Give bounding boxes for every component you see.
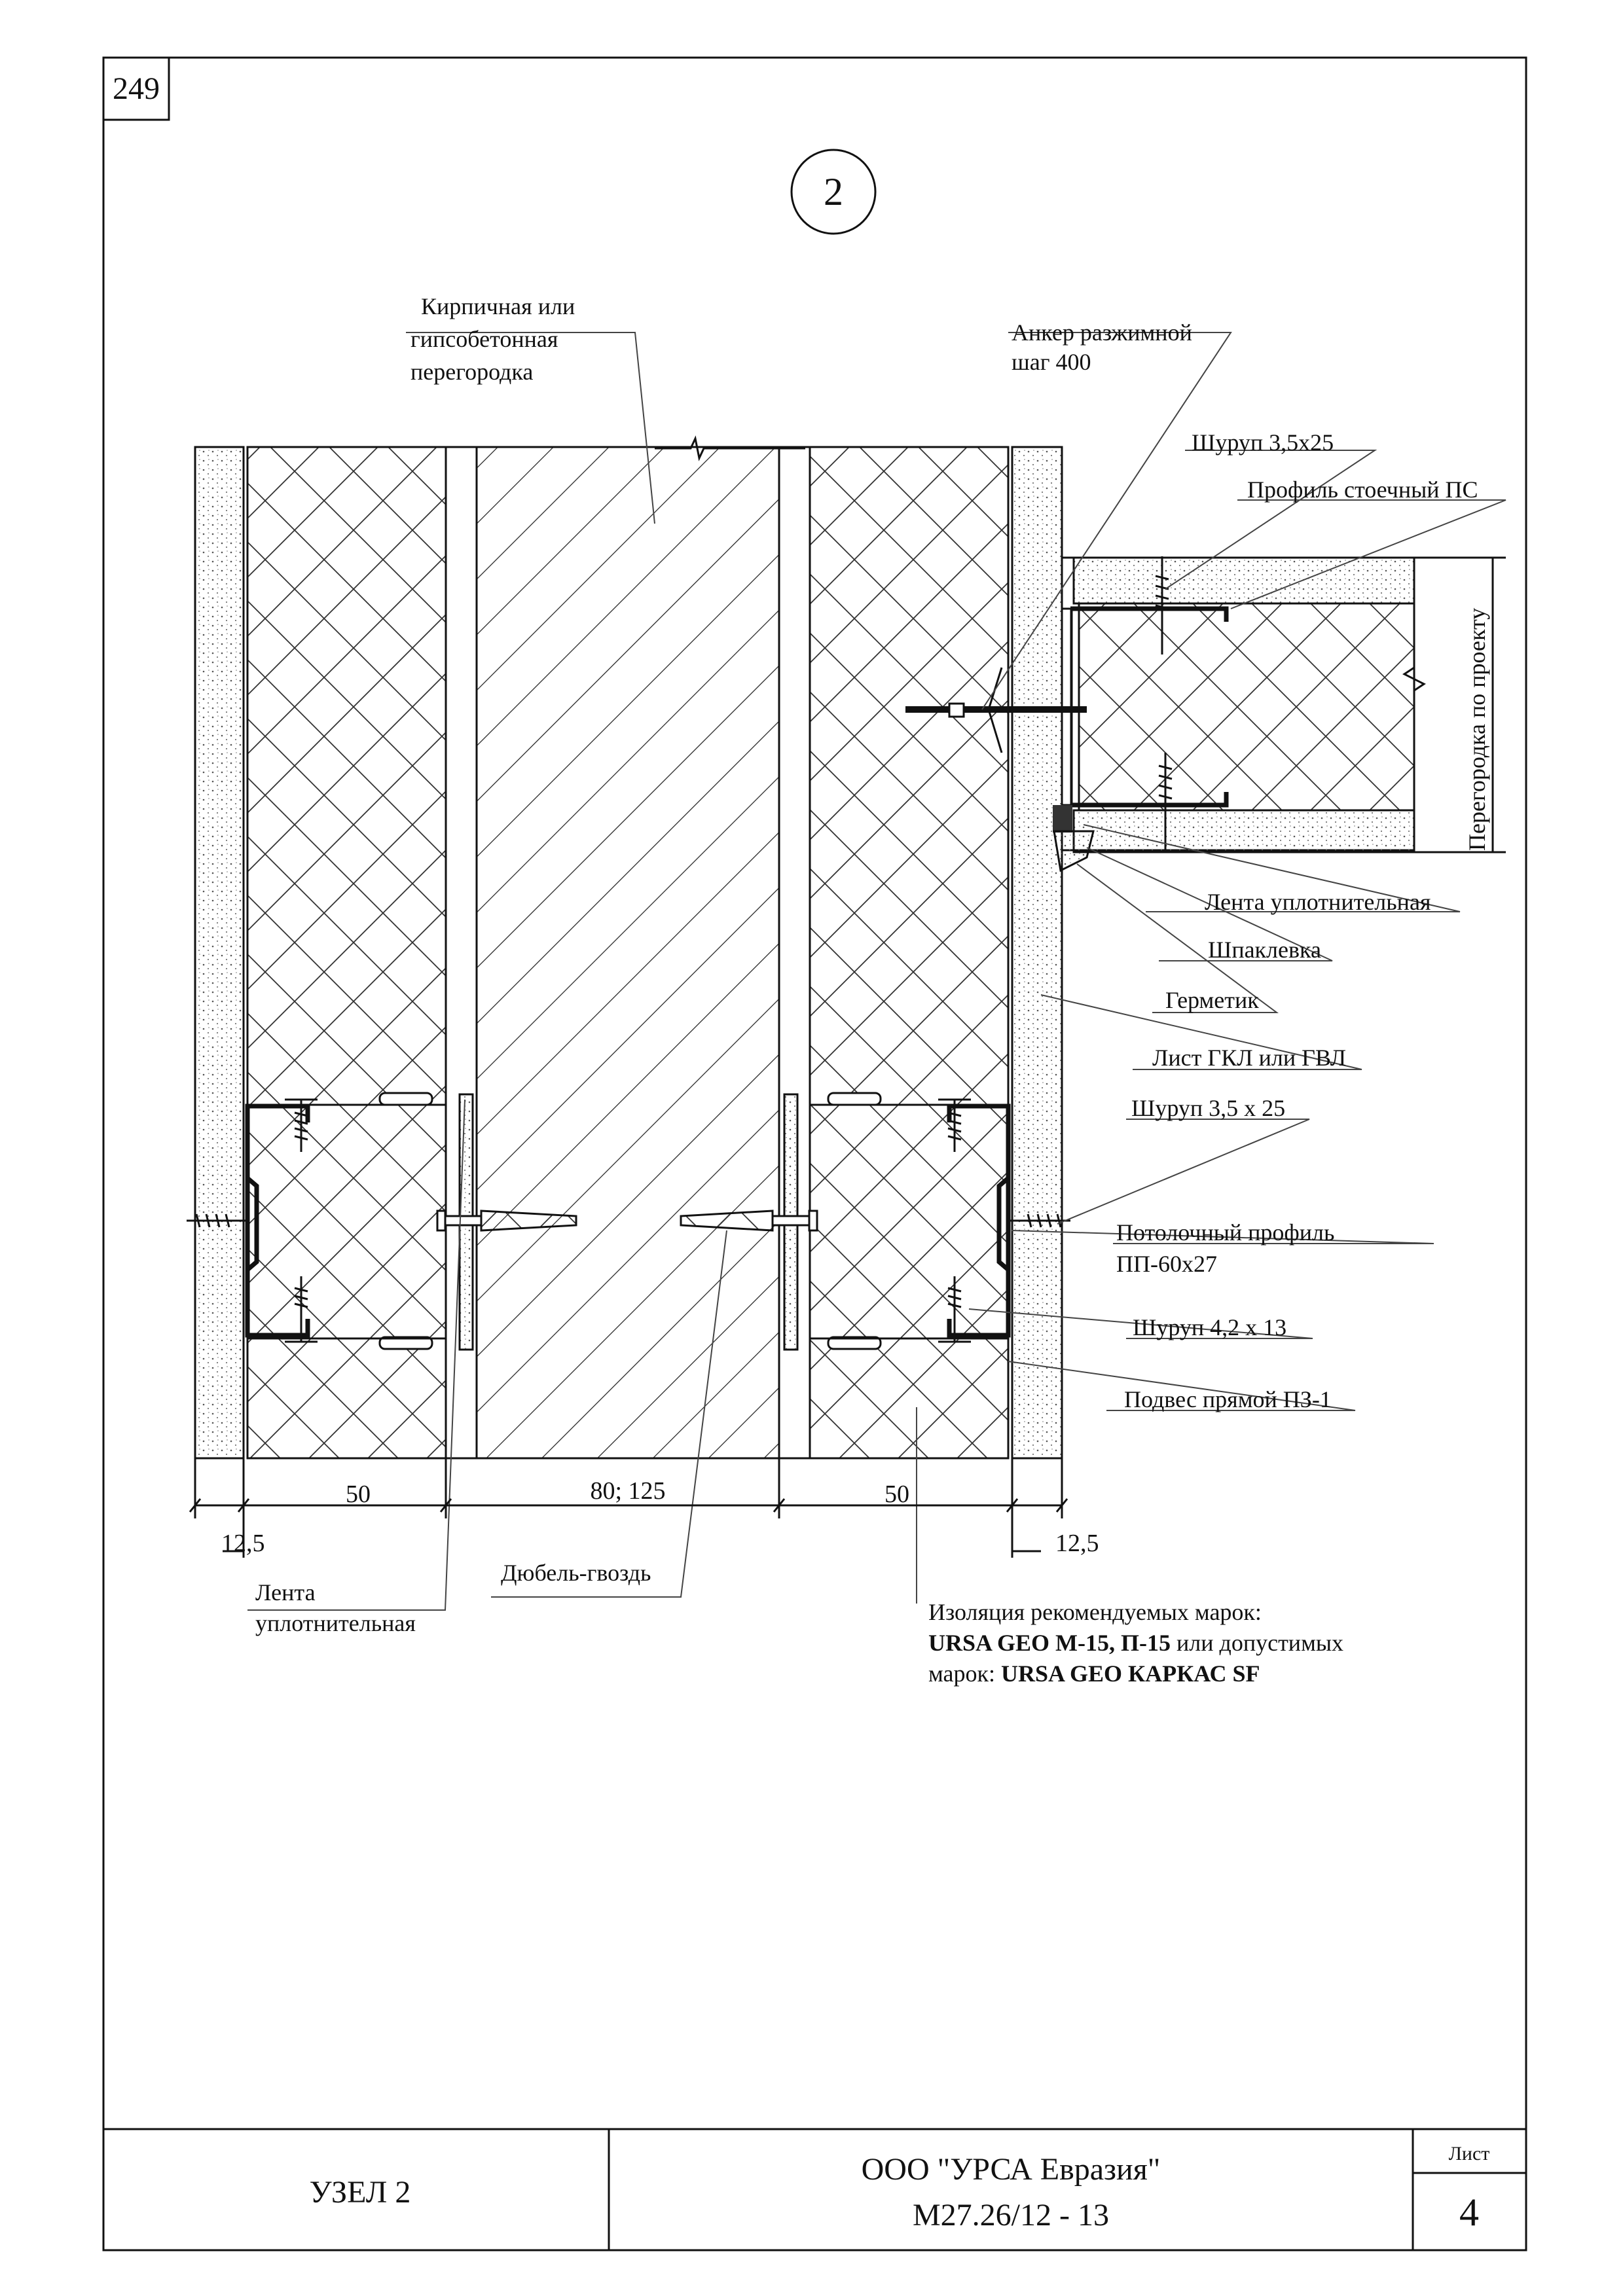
label-sealing-tape-left: Лента уплотнительная [255, 1579, 416, 1636]
title-company: ООО "УРСА Евразия" [861, 2152, 1161, 2187]
label-screw-top: Шуруп 3,5х25 [1192, 429, 1334, 456]
title-sheet-number: 4 [1459, 2191, 1479, 2234]
label-stud-profile: Профиль стоечный ПС [1247, 476, 1478, 503]
label-ceiling-profile: Потолочный профиль ПП-60х27 [1116, 1219, 1335, 1277]
label-hanger: Подвес прямой ПЗ-1 [1124, 1386, 1332, 1412]
dim-insulation-right: 50 [884, 1480, 909, 1508]
label-dowel: Дюбель-гвоздь [501, 1560, 651, 1586]
label-sealant: Герметик [1165, 987, 1259, 1013]
label-brick-partition: Кирпичная или гипсобетонная перегородка [410, 293, 575, 385]
dim-board-left: 12,5 [221, 1530, 265, 1557]
partition-dimension [1414, 558, 1506, 852]
label-screw-35: Шуруп 3,5 х 25 [1131, 1095, 1286, 1121]
page-number: 249 [113, 71, 160, 106]
partition-by-project-label: Перегородка по проекту [1464, 607, 1490, 851]
label-insulation: Изоляция рекомендуемых марок: URSA GEO М-15, П-15 или допустимых марок: URSA GEO КАРКАС SF [928, 1599, 1344, 1687]
label-anchor: Анкер разжимной шаг 400 [1012, 319, 1192, 375]
title-node-label: УЗЕЛ 2 [309, 2175, 411, 2210]
title-doc-code: М27.26/12 - 13 [913, 2198, 1109, 2233]
dim-partition: 80; 125 [590, 1477, 666, 1505]
node-number: 2 [824, 170, 843, 213]
title-sheet-label: Лист [1448, 2143, 1490, 2164]
label-sealing-tape-right: Лента уплотнительная [1205, 889, 1431, 915]
label-gkl-sheet: Лист ГКЛ или ГВЛ [1152, 1045, 1346, 1071]
dimension-lines [190, 1458, 1067, 1558]
label-putty: Шпаклевка [1208, 937, 1321, 963]
wall-section [195, 439, 1062, 1458]
dim-board-right: 12,5 [1055, 1530, 1099, 1557]
brick-partition [477, 447, 779, 1458]
dim-insulation-left: 50 [346, 1480, 371, 1508]
label-screw-42: Шуруп 4,2 х 13 [1133, 1314, 1287, 1340]
